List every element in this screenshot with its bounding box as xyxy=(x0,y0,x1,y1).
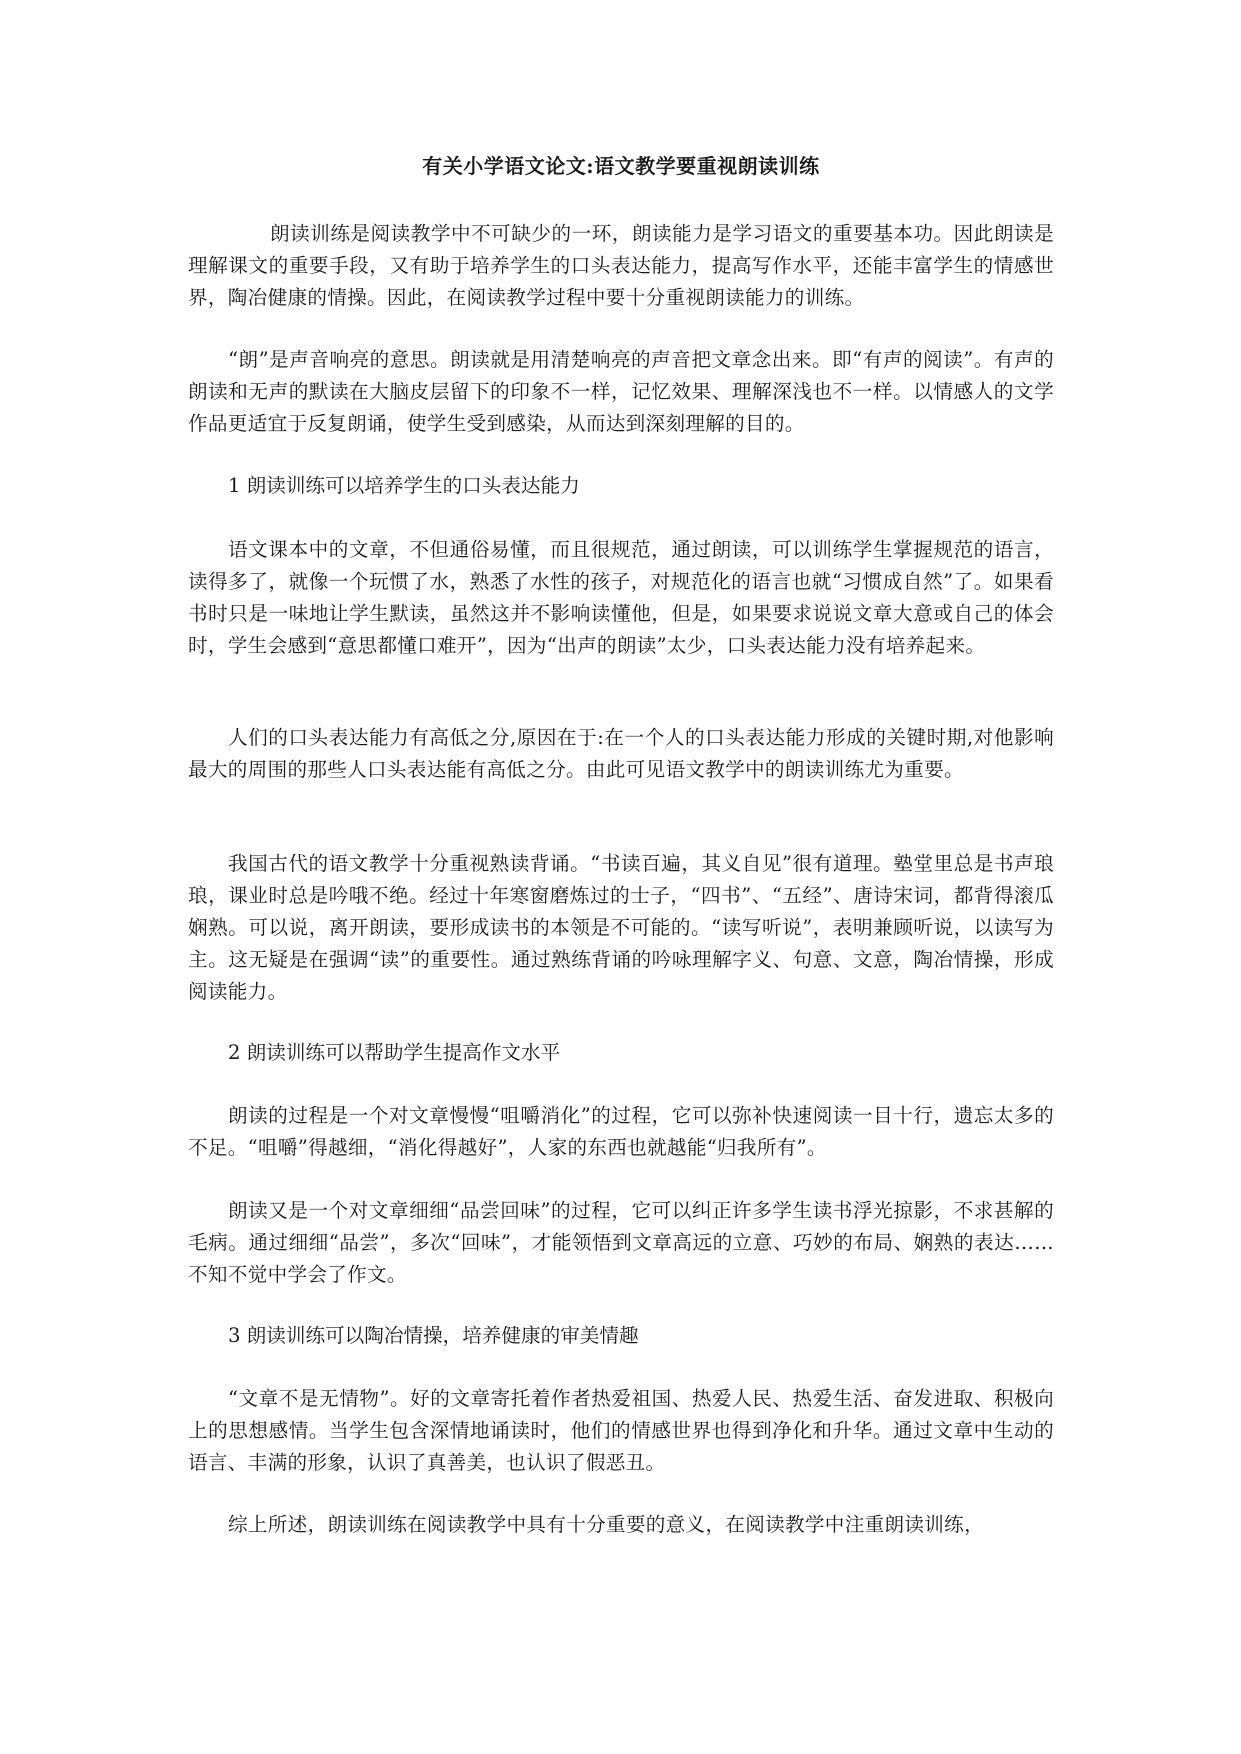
document-title: 有关小学语文论文:语文教学要重视朗读训练 xyxy=(422,154,820,178)
paragraph-emotion: “文章不是无情物”。好的文章寄托着作者热爱祖国、热爱人民、热爱生活、奋发进取、积极向上的思想感情。当学生包含深情地诵读时，他们的情感世界也得到净化和升华。通过文章中生动的语言、丰满的形象，认识了真善美，也认识了假恶丑。 xyxy=(188,1387,1054,1474)
section-heading-2: 2 朗读训练可以帮助学生提高作文水平 xyxy=(228,1041,561,1064)
paragraph-taste-savor: 朗读又是一个对文章细细“品尝回味”的过程，它可以纠正许多学生读书浮光掠影，不求甚解的毛病。通过细细“品尝”，多次“回味”，才能领悟到文章高远的立意、巧妙的布局、娴熟的表达……不知不觉中学会了作文。 xyxy=(188,1199,1054,1286)
section-heading-1: 1 朗读训练可以培养学生的口头表达能力 xyxy=(228,474,580,497)
paragraph-conclusion: 综上所述，朗读训练在阅读教学中具有十分重要的意义，在阅读教学中注重朗读训练， xyxy=(228,1513,984,1536)
section-heading-3: 3 朗读训练可以陶冶情操，培养健康的审美情趣 xyxy=(228,1324,639,1347)
paragraph-chew-digest: 朗读的过程是一个对文章慢慢“咀嚼消化”的过程，它可以弥补快速阅读一目十行，遗忘太多的不足。“咀嚼”得越细，“消化得越好”，人家的东西也就越能“归我所有”。 xyxy=(188,1104,1054,1159)
paragraph-textbook-language: 语文课本中的文章，不但通俗易懂，而且很规范，通过朗读，可以训练学生掌握规范的语言，读得多了，就像一个玩惯了水，熟悉了水性的孩子，对规范化的语言也就“习惯成自然”了。如果看书时只是一味地让学生默读，虽然这并不影响读懂他，但是，如果要求说说文章大意或自己的体会时，学生会感到“意思都懂口难开”，因为“出声的朗读”太少，口头表达能力没有培养起来。 xyxy=(188,538,1054,657)
paragraph-oral-expression: 人们的口头表达能力有高低之分,原因在于:在一个人的口头表达能力形成的关键时期,对他影响最大的周围的那些人口头表达能有高低之分。由此可见语文教学中的朗读训练尤为重要。 xyxy=(188,726,1054,781)
paragraph-lang-definition: “朗”是声音响亮的意思。朗读就是用清楚响亮的声音把文章念出来。即“有声的阅读”。有声的朗读和无声的默读在大脑皮层留下的印象不一样，记忆效果、理解深浅也不一样。以情感人的文学作品更适宜于反复朗诵，使学生受到感染，从而达到深刻理解的目的。 xyxy=(188,348,1054,435)
paragraph-intro: 朗读训练是阅读教学中不可缺少的一环，朗读能力是学习语文的重要基本功。因此朗读是理解课文的重要手段，又有助于培养学生的口头表达能力，提高写作水平，还能丰富学生的情感世界，陶冶健康的情操。因此，在阅读教学过程中要十分重视朗读能力的训练。 xyxy=(188,222,1054,309)
paragraph-ancient-teaching: 我国古代的语文教学十分重视熟读背诵。“书读百遍，其义自见”很有道理。塾堂里总是书声琅琅，课业时总是吟哦不绝。经过十年寒窗磨炼过的士子，“四书”、“五经”、唐诗宋词，都背得滚瓜娴熟。可以说，离开朗读，要形成读书的本领是不可能的。“读写听说”，表明兼顾听说，以读写为主。这无疑是在强调“读”的重要性。通过熟练背诵的吟咏理解字义、句意、文意，陶冶情操，形成阅读能力。 xyxy=(188,852,1054,1003)
